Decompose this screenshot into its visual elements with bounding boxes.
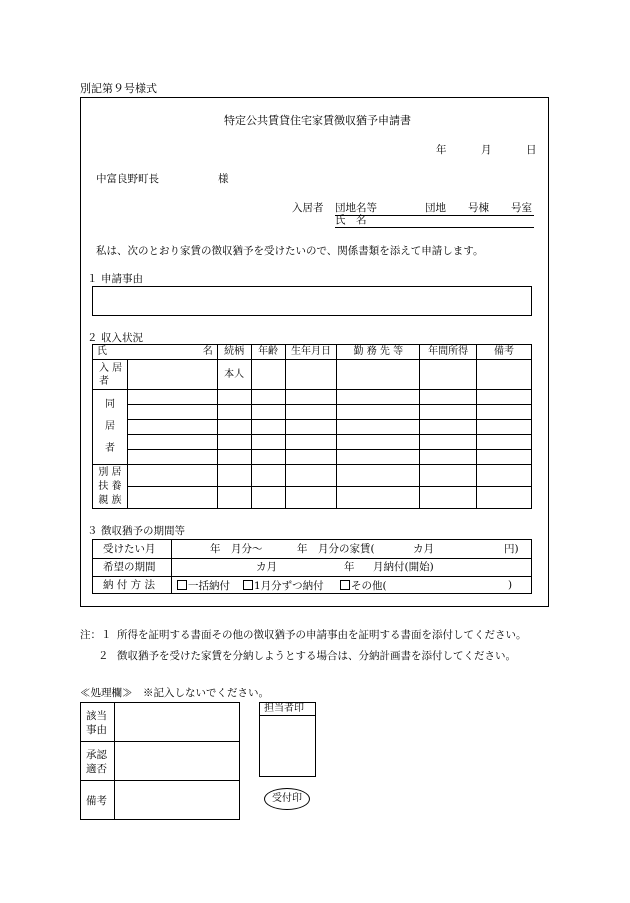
header-work: 勤 務 先 等 [337,345,420,360]
proc-row2-line1: 承認 [86,749,107,761]
addressee-honorific: 様 [218,173,229,185]
date-year: 年 [436,144,447,156]
row1-yen: 円) [504,543,519,555]
estate-unit: 団地 [425,202,446,214]
section3-number: ３ [87,525,98,537]
table-row [93,465,532,487]
processing-col-divider [114,703,115,819]
row1-month2: 月分の家賃( [318,543,375,555]
processing-table [80,702,240,820]
row2-month: 月納付(開始) [373,561,434,573]
dependent-line-1: 別 居 [98,466,122,478]
note-1: 所得を証明する書面その他の徴収猶予の申請事由を証明する書面を添付してください。 [117,629,527,641]
row1-month1: 月分～ [231,543,263,555]
processing-divider-1 [81,741,239,742]
header-relation: 続柄 [217,345,251,360]
table-row [93,420,532,435]
cohabitant-char-2: 居 [104,421,115,432]
deferral-table [92,539,532,594]
section3-title: 徴収猶予の期間等 [101,525,185,537]
section2-number: ２ [87,332,98,344]
staff-stamp-box [259,702,316,777]
notes-label: 注：１ [80,629,112,641]
row1-label: 受けたい月 [103,543,156,555]
option-lump-sum-label: 一括納付 [188,580,230,592]
deferral-divider-2 [93,576,531,577]
row1-year2: 年 [297,543,308,555]
note-2: 徴収猶予を受けた家賃を分納しようとする場合は、分納計画書を添付してください。 [117,650,516,662]
statement: 私は、次のとおり家賃の徴収猶予を受けたいので、関係書類を添えて申請します。 [96,245,484,257]
room-unit: 号室 [511,202,532,214]
date-month: 月 [481,144,492,156]
row-label-resident: 入 居 者 [93,360,128,390]
row1-year1: 年 [210,543,221,555]
option-other-close: ) [508,579,513,591]
form-number: 別記第９号様式 [80,82,157,95]
addressee-name: 中富良野町長 [96,173,159,185]
deferral-divider-1 [93,558,531,559]
estate-label: 団地名等 [335,202,377,214]
header-birth: 生年月日 [285,345,337,360]
option-monthly[interactable] [243,580,324,592]
option-lump-sum[interactable] [177,580,230,592]
header-remarks: 備考 [477,345,532,360]
section1-number: １ [87,273,98,285]
receipt-stamp [264,788,310,810]
header-age: 年齢 [251,345,285,360]
table-row [93,390,532,405]
checkbox-icon[interactable] [177,580,187,590]
section2-title: 収入状況 [101,332,143,344]
stamp-label: 担当者印 [264,703,304,714]
option-other[interactable] [340,580,387,592]
table-row [93,450,532,465]
processing-divider-2 [81,780,239,781]
checkbox-icon[interactable] [243,580,253,590]
section1-title: 申請事由 [101,273,143,285]
header-name-left: 氏 [97,346,107,357]
cohabitant-char-3: 者 [104,443,115,454]
table-row [93,360,532,390]
table-row [93,487,532,509]
header-income: 年間所得 [420,345,477,360]
proc-row2-line2: 適否 [86,763,107,775]
option-monthly-label: 1月分ずつ納付 [254,580,324,592]
row-label-dependent [93,465,128,509]
dependent-line-3: 親 族 [98,494,122,506]
row1-months: カ月 [413,543,434,555]
notes-num2: ２ [98,650,109,662]
dependent-line-2: 扶 養 [98,480,122,492]
header-name [93,345,218,360]
building-unit: 号棟 [468,202,489,214]
row2-year: 年 [344,561,355,573]
proc-row1-line2: 事由 [86,724,107,736]
table-row [93,405,532,420]
cohabitant-char-1: 同 [104,399,115,410]
proc-row3-line1: 備考 [86,795,107,807]
income-table [92,344,532,509]
processing-header: ≪処理欄≫ ※記入しないでください。 [80,687,269,699]
name-label: 氏 名 [335,214,367,226]
option-other-label: その他( [351,580,387,592]
row2-label: 希望の期間 [103,561,156,573]
row2-months: カ月 [256,561,277,573]
header-name-right: 名 [202,346,213,357]
table-row [93,435,532,450]
resident-relation: 本人 [217,360,251,390]
receipt-label: 受付印 [272,793,302,804]
deferral-col-divider [171,540,172,593]
proc-row1-line1: 該当 [86,710,107,722]
reason-box[interactable] [92,286,532,316]
applicant-label: 入居者 [292,202,324,214]
stamp-divider [260,715,315,716]
checkbox-icon[interactable] [340,580,350,590]
row3-label: 納 付 方 法 [103,579,156,591]
date-day: 日 [526,144,537,156]
row-label-cohabitant [93,390,128,465]
form-title: 特定公共賃貸住宅家賃徴収猶予申請書 [224,114,411,127]
name-line[interactable] [335,215,534,228]
